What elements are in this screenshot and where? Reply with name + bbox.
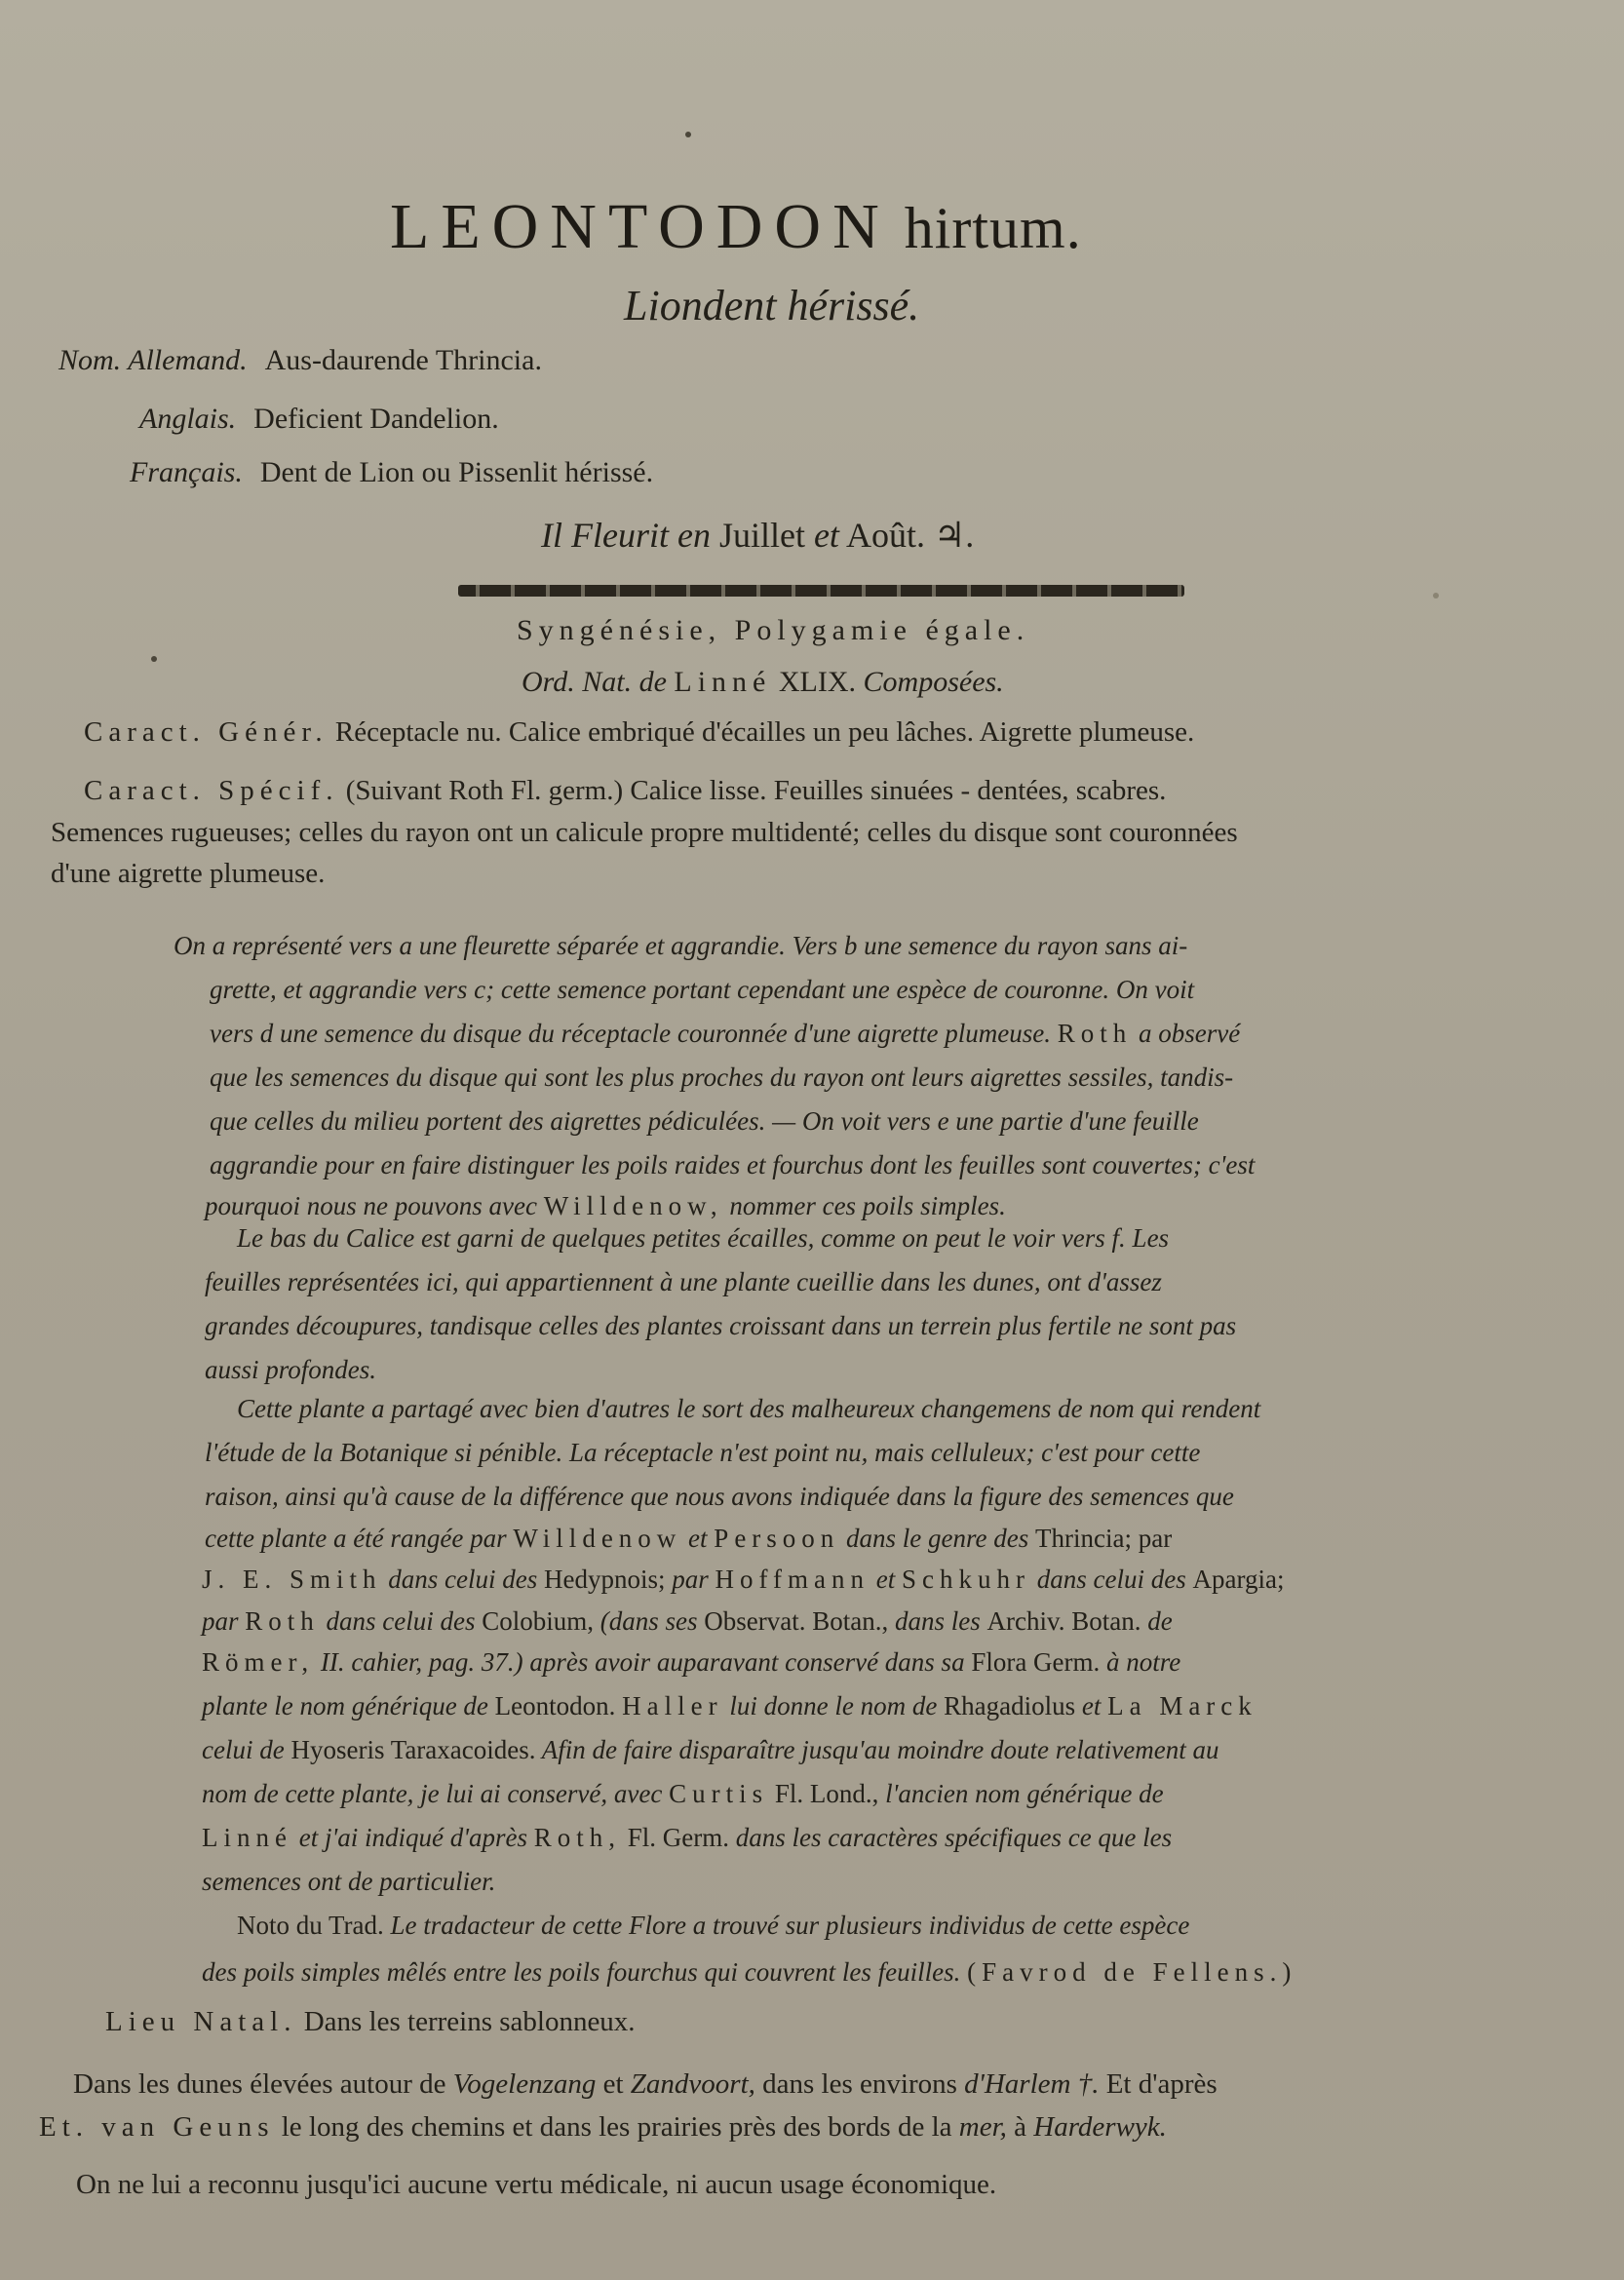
section-label: Caract. Génér. (84, 716, 329, 748)
section-text: (Suivant Roth Fl. germ.) Calice lisse. Feuilles sinuées - dentées, scabres. (345, 775, 1167, 806)
german-name: Aus-daurende Thrincia. (264, 344, 542, 376)
translator-note (237, 1911, 1189, 1941)
text-run: nommer ces poils simples. (729, 1191, 1006, 1220)
author-name: Linné (674, 666, 772, 698)
text-run: de (1147, 1606, 1173, 1636)
text-run: dans celui des (388, 1565, 538, 1594)
text-line (205, 1191, 1006, 1221)
text-run: et (1081, 1691, 1102, 1720)
flowering-text: Il Fleurit en (541, 516, 711, 555)
flowering-month: Juillet (718, 516, 805, 555)
genus-ref: Hyoseris Taraxacoides. (290, 1735, 536, 1764)
text-line: On ne lui a reconnu jusqu'ici aucune vertu médicale, ni aucun usage économique. (76, 2169, 997, 2200)
text-line (202, 1565, 1284, 1595)
place-name: d'Harlem †. (964, 2068, 1100, 2100)
place-name: mer, (958, 2111, 1007, 2143)
order-number: XLIX. (778, 666, 857, 698)
genus-ref: Leontodon. (494, 1691, 616, 1720)
text-run: lui donne le nom de (729, 1691, 938, 1720)
work-ref: Observat. Botan., (704, 1606, 889, 1636)
text-run: dans les (895, 1606, 981, 1636)
text-run: dans les environs (762, 2068, 957, 2100)
text-line: raison, ainsi qu'à cause de la différence que nous avons indiquée dans la figure des semences que (205, 1482, 1234, 1511)
ink-speck (1433, 593, 1439, 599)
text-line (202, 1691, 1257, 1721)
author-name: Roth (245, 1606, 320, 1636)
text-run: dans celui des (1036, 1565, 1186, 1594)
author-name: Haller (622, 1691, 723, 1720)
text-line: que les semences du disque qui sont les plus proches du rayon ont leurs aigrettes sessiles, tandis- (210, 1063, 1234, 1092)
text-run: cette plante a été rangée par (205, 1524, 507, 1553)
page-title (390, 190, 1082, 264)
text-line: On a représenté vers a une fleurette séparée et aggrandie. Vers b une semence du rayon sans ai- (174, 931, 1188, 960)
author-name: (Favrod de Fellens.) (967, 1957, 1297, 1987)
text-run: dans le genre des (846, 1524, 1029, 1553)
text-run: à (1014, 2111, 1027, 2143)
linnaean-class: Syngénésie, Polygamie égale. (517, 614, 1030, 646)
text-line (39, 2111, 1167, 2144)
text-run: à notre (1106, 1647, 1181, 1677)
english-name-row (139, 403, 499, 436)
author-name: Linné (202, 1823, 292, 1852)
order-text: Ord. Nat. de (522, 666, 667, 698)
genus-ref: Thrincia; par (1035, 1524, 1173, 1553)
text-line: Semences rugueuses; celles du rayon ont un calicule propre multidenté; celles du disque sont couronnées (51, 817, 1238, 848)
author-name: Persoon (714, 1524, 840, 1553)
note-label: Noto du Trad. (237, 1911, 384, 1940)
habitat-heading (105, 2006, 636, 2038)
ink-speck (685, 132, 691, 137)
text-run: et (602, 2068, 624, 2100)
section-text: Dans les terreins sablonneux. (303, 2006, 636, 2037)
text-line (210, 1019, 1240, 1049)
place-name: Harderwyk. (1033, 2111, 1167, 2143)
work-ref: Fl. Germ. (627, 1823, 730, 1852)
genus-name: LEONTODON (390, 191, 891, 262)
work-ref: Fl. Lond., (774, 1779, 879, 1808)
section-label: Lieu Natal. (105, 2006, 297, 2037)
text-run: et (875, 1565, 896, 1594)
generic-characters (84, 716, 1194, 749)
text-run: l'ancien nom générique de (885, 1779, 1164, 1808)
text-run: Le tradacteur de cette Flore a trouvé sur plusieurs individus de cette espèce (390, 1911, 1190, 1940)
german-name-row (58, 344, 542, 377)
text-line: d'une aigrette plumeuse. (51, 858, 326, 889)
text-line: aggrandie pour en faire distinguer les poils raides et fourchus dont les feuilles sont couvertes; c'est (210, 1150, 1256, 1179)
text-line: grette, et aggrandie vers c; cette semence portant cependant une espèce de couronne. On voit (210, 975, 1195, 1004)
place-name: Zandvoort, (630, 2068, 755, 2100)
text-line: Cette plante a partagé avec bien d'autres le sort des malheureux changemens de nom qui rendent (237, 1394, 1261, 1423)
text-run: (dans ses (599, 1606, 698, 1636)
flowering-period (541, 515, 974, 556)
text-run: vers d une semence du disque du réceptacle couronnée d'une aigrette plumeuse. (210, 1019, 1051, 1048)
ink-speck (151, 656, 157, 662)
text-run: et (688, 1524, 708, 1553)
text-run: nom de cette plante, je lui ai conservé, avec (202, 1779, 663, 1808)
natural-order (522, 666, 1004, 699)
text-run: dans les caractères spécifiques ce que les (735, 1823, 1173, 1852)
german-name-label: Nom. Allemand. (58, 344, 248, 376)
specific-characters (84, 775, 1166, 807)
text-line: Le bas du Calice est garni de quelques petites écailles, comme on peut le voir vers f. Les (237, 1223, 1170, 1253)
place-name: Vogelenzang (452, 2068, 597, 2100)
genus-ref: Hedypnois; (544, 1565, 666, 1594)
text-line: grandes découpures, tandisque celles des plantes croissant dans un terrein plus fertile ne sont pas (205, 1311, 1237, 1340)
author-name: Schkuhr (902, 1565, 1031, 1594)
text-run: II. cahier, pag. 37.) après avoir auparavant conservé dans sa (320, 1647, 965, 1677)
author-name: Römer, (202, 1647, 315, 1677)
text-line (205, 1524, 1172, 1554)
author-name: La Marck (1107, 1691, 1257, 1720)
text-line (202, 1735, 1218, 1765)
text-line (202, 1779, 1164, 1809)
french-name: Dent de Lion ou Pissenlit hérissé. (259, 456, 654, 488)
text-run: plante le nom générique de (202, 1691, 488, 1720)
author-name: Hoffmann (715, 1565, 870, 1594)
text-run: Dans les dunes élevées autour de (73, 2068, 446, 2100)
text-line: feuilles représentées ici, qui appartiennent à une plante cueillie dans les dunes, ont d'assez (205, 1267, 1162, 1296)
text-run: des poils simples mêlés entre les poils fourchus qui couvrent les feuilles. (202, 1957, 961, 1987)
author-name: Willdenow (513, 1524, 682, 1553)
text-line (73, 2068, 1218, 2101)
text-line: aussi profondes. (205, 1355, 377, 1384)
flowering-month: Août. (845, 516, 925, 555)
author-name: Curtis (669, 1779, 769, 1808)
ornamental-rule (458, 585, 1184, 597)
author-name: Roth, (533, 1823, 622, 1852)
section-text: Réceptacle nu. Calice embriqué d'écailles un peu lâches. Aigrette plumeuse. (334, 716, 1195, 748)
text-run: celui de (202, 1735, 285, 1764)
work-ref: Flora Germ. (971, 1647, 1101, 1677)
text-run: dans celui des (326, 1606, 476, 1636)
genus-ref: Apargia; (1192, 1565, 1285, 1594)
genus-ref: Colobium, (482, 1606, 595, 1636)
text-run: pourquoi nous ne pouvons avec (205, 1191, 537, 1220)
french-name-label: Français. (130, 456, 243, 488)
english-name-label: Anglais. (139, 403, 237, 435)
text-line (202, 1823, 1172, 1853)
text-run: par (672, 1565, 709, 1594)
species-epithet: hirtum. (904, 196, 1082, 260)
author-name: J. E. Smith (202, 1565, 382, 1594)
text-run: a observé (1139, 1019, 1241, 1048)
text-run: Afin de faire disparaître jusqu'au moindre doute relativement au (541, 1735, 1219, 1764)
work-ref: Archiv. Botan. (986, 1606, 1141, 1636)
text-run: par (202, 1606, 239, 1636)
text-line (202, 1606, 1173, 1637)
author-name: Roth (1057, 1019, 1133, 1048)
text-line: semences ont de particulier. (202, 1867, 496, 1896)
genus-ref: Rhagadiolus (944, 1691, 1076, 1720)
french-title: Liondent hérissé. (624, 282, 920, 329)
text-line (202, 1957, 1296, 1988)
french-name-row (130, 456, 653, 489)
text-run: Et d'après (1105, 2068, 1218, 2100)
text-line (202, 1647, 1180, 1678)
section-label: Caract. Spécif. (84, 775, 339, 806)
text-run: et j'ai indiqué d'après (298, 1823, 528, 1852)
text-run: le long des chemins et dans les prairies près des bords de la (281, 2111, 952, 2143)
perennial-symbol: ♃. (933, 516, 975, 555)
text-line: l'étude de la Botanique si pénible. La réceptacle n'est point nu, mais celluleux; c'est pour cette (205, 1438, 1201, 1467)
text-line: que celles du milieu portent des aigrettes pédiculées. — On voit vers e une partie d'une feuille (210, 1106, 1199, 1136)
order-text: Composées. (863, 666, 1004, 698)
author-name: Willdenow, (543, 1191, 723, 1220)
english-name: Deficient Dandelion. (253, 403, 499, 435)
author-name: Et. van Geuns (39, 2111, 275, 2143)
flowering-text: et (813, 516, 839, 555)
